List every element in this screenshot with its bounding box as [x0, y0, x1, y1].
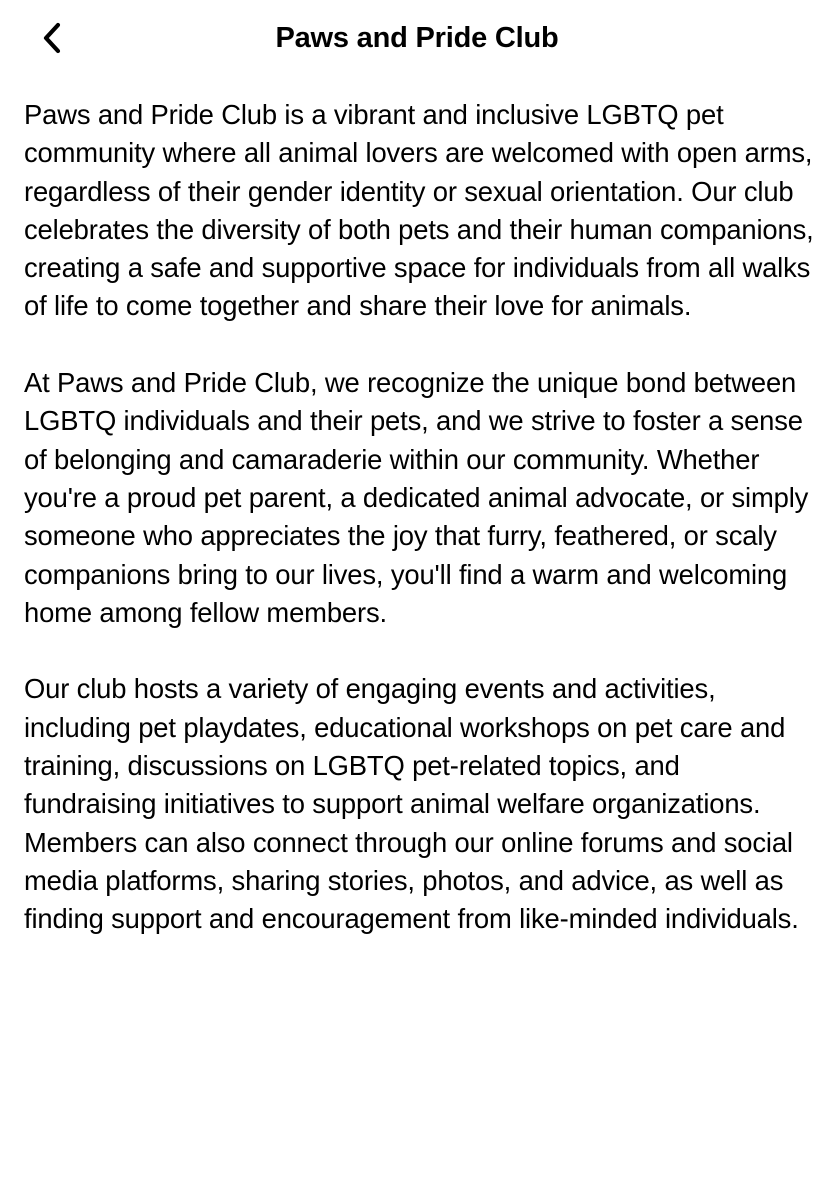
description-paragraph-events: Our club hosts a variety of engaging events and activities, including pet playdates, educational workshops on pet care and training, discussions on LGBTQ pet-related topics, and fundraising initiatives to support animal welfare organizations. Members can also connect through our online forums and social media platforms, sharing stories, photos, and advice, as well as finding support and encouragement from like-minded individuals. — [24, 673, 799, 935]
description-paragraph-intro: Paws and Pride Club is a vibrant and inclusive LGBTQ pet community where all animal lovers are welcomed with open arms, regardless of their gender identity or sexual orientation. Our club celebrates the diversity of both pets and their human companions, creating a safe and supportive space for individuals from all walks of life to come together and share their love for animals. — [24, 99, 814, 322]
club-description — [24, 96, 814, 939]
page-title: Paws and Pride Club — [275, 22, 559, 54]
navigation-bar — [0, 0, 834, 78]
description-paragraph-community: At Paws and Pride Club, we recognize the unique bond between LGBTQ individuals and their pets, and we strive to foster a sense of belonging and camaraderie within our community. Whether you're a proud pet parent, a dedicated animal advocate, or simply someone who appreciates the joy that furry, feathered, or scaly companions bring to our lives, you'll find a warm and welcoming home among fellow members. — [24, 367, 809, 628]
